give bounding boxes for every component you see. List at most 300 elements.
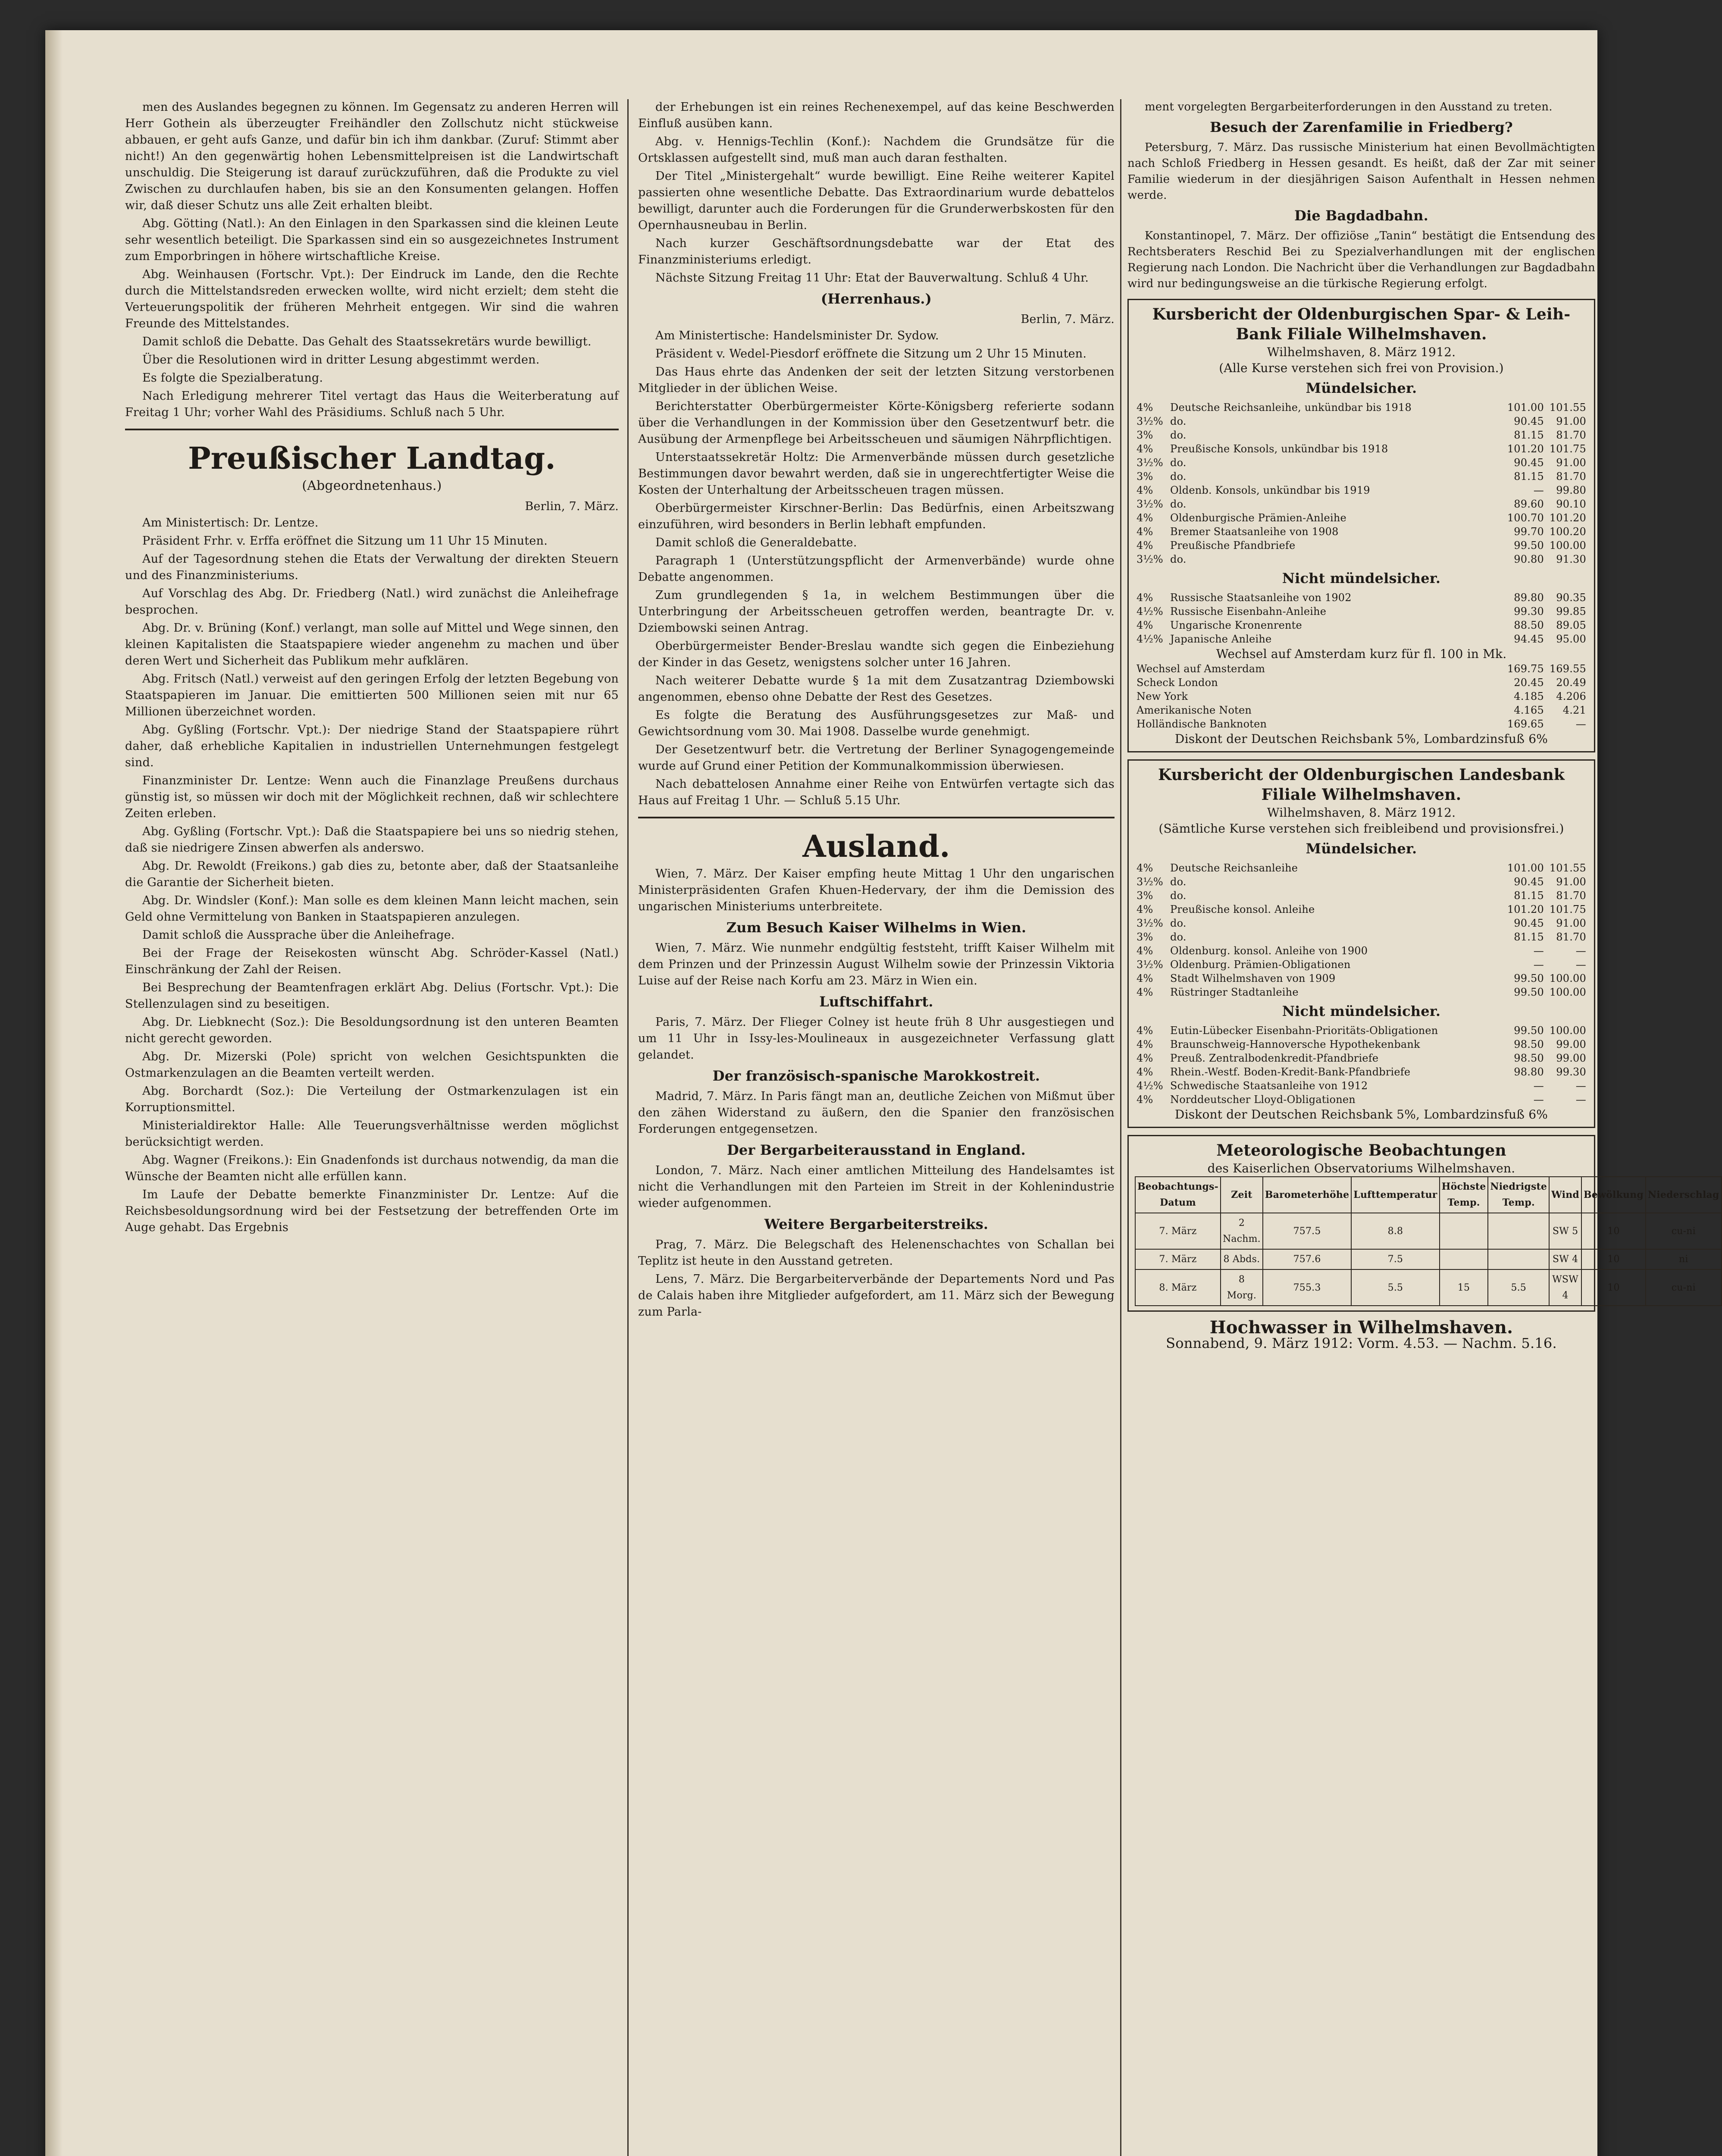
article-text: Abg. Dr. Liebknecht (Soz.): Die Besoldungsordnung ist den unteren Beamten nicht gerecht geworden. — [125, 1015, 619, 1045]
rate-value: 169.75 — [1507, 663, 1544, 675]
weather-cell: 8. März — [1135, 1269, 1221, 1306]
rate-value: — — [1533, 1094, 1544, 1106]
weather-cell: 8 Morg. — [1221, 1269, 1263, 1306]
rate-row — [1135, 1051, 1588, 1065]
rate-security: do. — [1170, 931, 1187, 943]
weather-subtitle: des Kaiserlichen Observatoriums Wilhelmshaven. — [1207, 1161, 1515, 1175]
rate-percent: 3½% — [1137, 415, 1163, 427]
rate-percent: Wechsel auf Amsterdam — [1137, 663, 1265, 675]
rate-security: do. — [1170, 553, 1187, 565]
rate-percent: 3½% — [1137, 457, 1163, 469]
article-text: Abg. Dr. Mizerski (Pole) spricht von welchen Gesichtspunkten die Ostmarkenzulagen an die Beamten verteilt werden. — [125, 1050, 619, 1080]
rate-percent: 3½% — [1137, 876, 1163, 888]
rate-row — [1135, 662, 1588, 676]
rate-row — [1135, 1093, 1588, 1106]
article-text: Wien, 7. März. Wie nunmehr endgültig feststeht, trifft Kaiser Wilhelm mit dem Prinzen und der Prinzessin August Wilhelm sowie der Prinzessin Viktoria Luise auf der Reise nach Korfu am 23. März in Wien ein. — [638, 941, 1115, 987]
rate-value: 94.45 — [1514, 633, 1544, 645]
rate-value: 90.10 — [1556, 498, 1586, 510]
page-fold-shadow — [45, 30, 63, 2156]
rate-percent: 3½% — [1137, 959, 1163, 971]
article-text: Finanzminister Dr. Lentze: Wenn auch die Finanzlage Preußens durchaus günstig ist, so müssen wir doch mit der Möglichkeit rechnen, daß wir schlechtere Zeiten erleben. — [125, 774, 619, 820]
rate-value: 91.00 — [1556, 917, 1586, 929]
exchange-rates-box-2 — [1127, 759, 1595, 1128]
rate-security: Schwedische Staatsanleihe von 1912 — [1170, 1080, 1368, 1092]
article-text: Abg. Götting (Natl.): An den Einlagen in den Sparkassen sind die kleinen Leute sehr wesentlich beteiligt. Die Sparkassen sind ein so ausgezeichnetes Instrument zum Emporbringen in höhere wirtschaftliche Kreise. — [125, 217, 619, 263]
rate-row — [1135, 903, 1588, 916]
box-note: (Alle Kurse verstehen sich frei von Provision.) — [1219, 361, 1504, 375]
rate-security: do. — [1170, 498, 1187, 510]
rate-value: — — [1575, 945, 1586, 957]
article-text: Berichterstatter Oberbürgermeister Körte-Königsberg referierte sodann über die Verhandlungen in der Kommission über den Gesetzentwurf betr. die Ausübung der Armenpflege bei Arbeitsscheuen und säumigen Nährpflichtigen. — [638, 400, 1115, 446]
article-text: Abg. Dr. Rewoldt (Freikons.) gab dies zu, betonte aber, daß der Staatsanleihe die Garantie der Sicherheit bieten. — [125, 859, 619, 889]
rate-row — [1135, 401, 1588, 414]
rate-row — [1135, 552, 1588, 566]
rate-row — [1135, 703, 1588, 717]
rate-percent: 4% — [1137, 592, 1153, 604]
rate-value: 90.45 — [1514, 876, 1544, 888]
rate-value: 4.21 — [1562, 704, 1586, 716]
rate-value: 169.55 — [1549, 663, 1586, 675]
rate-percent: 4% — [1137, 539, 1153, 552]
article-text: Bei Besprechung der Beamtenfragen erklärt Abg. Delius (Fortschr. Vpt.): Die Stellenzulagen sind zu beseitigen. — [125, 981, 619, 1011]
rate-security: do. — [1170, 470, 1187, 483]
discount-note: Diskont der Deutschen Reichsbank 5%, Lombardzinsfuß 6% — [1174, 1107, 1548, 1122]
rate-row — [1135, 875, 1588, 889]
rate-percent: 3% — [1137, 890, 1153, 902]
rate-value: 81.15 — [1514, 890, 1544, 902]
weather-row — [1135, 1213, 1722, 1249]
weather-header: Höchste Temp. — [1440, 1177, 1488, 1213]
exchange-table — [1135, 662, 1588, 731]
weather-cell: 5.5 — [1488, 1269, 1549, 1306]
rate-row — [1135, 930, 1588, 944]
article-text: Abg. Fritsch (Natl.) verweist auf den geringen Erfolg der letzten Begebung von Staatspapieren im Januar. Die emittierten 500 Millionen seien mit nur 65 Millionen überzeichnet worden. — [125, 672, 619, 718]
weather-cell: 5.5 — [1351, 1269, 1439, 1306]
exchange-rates-box-1 — [1127, 299, 1595, 752]
rate-security: Japanische Anleihe — [1170, 633, 1272, 645]
rate-security: do. — [1170, 415, 1187, 427]
column-rule-1 — [627, 99, 629, 2156]
rate-value: 91.00 — [1556, 876, 1586, 888]
rate-row — [1135, 861, 1588, 875]
weather-table — [1135, 1176, 1722, 1306]
rate-value: 81.70 — [1556, 931, 1586, 943]
rate-security: do. — [1170, 917, 1187, 929]
rate-row — [1135, 456, 1588, 470]
rate-security: Braunschweig-Hannoversche Hypothekenbank — [1170, 1038, 1420, 1050]
rate-percent: 3% — [1137, 931, 1153, 943]
box-dateline: Wilhelmshaven, 8. März 1912. — [1267, 805, 1456, 820]
article-text: Ministerialdirektor Halle: Alle Teuerungsverhältnisse werden möglichst berücksichtigt werden. — [125, 1119, 619, 1149]
column-2 — [638, 99, 1115, 2156]
rate-security: do. — [1170, 429, 1187, 441]
discount-note: Diskont der Deutschen Reichsbank 5%, Lombardzinsfuß 6% — [1174, 732, 1548, 746]
article-text: Im Laufe der Debatte bemerkte Finanzminister Dr. Lentze: Auf die Reichsbesoldungsordnung wird bei der Festsetzung der betreffenden Orte im Auge gehabt. Das Ergebnis — [125, 1188, 619, 1234]
article-heading: Weitere Bergarbeiterstreiks. — [764, 1216, 989, 1232]
rate-security: Russische Eisenbahn-Anleihe — [1170, 605, 1327, 617]
rate-security: do. — [1170, 890, 1187, 902]
weather-header-row — [1135, 1177, 1722, 1213]
article-text: Es folgte die Spezialberatung. — [142, 371, 323, 385]
rate-row — [1135, 985, 1588, 999]
rate-value: 101.75 — [1549, 903, 1586, 915]
section-heading: Preußischer Landtag. — [188, 440, 556, 476]
rate-percent: 4% — [1137, 1094, 1153, 1106]
article-heading: Die Bagdadbahn. — [1294, 207, 1428, 224]
group-heading: Nicht mündelsicher. — [1282, 1003, 1441, 1019]
article-text: Damit schloß die Generaldebatte. — [655, 536, 857, 549]
rate-row — [1135, 944, 1588, 958]
rate-percent: 4% — [1137, 619, 1153, 631]
weather-header: Bewölkung — [1581, 1177, 1646, 1213]
column-3-body — [1127, 99, 1719, 2156]
rate-percent: 4% — [1137, 512, 1153, 524]
group-heading: Nicht mündelsicher. — [1282, 570, 1441, 586]
weather-cell — [1440, 1249, 1488, 1269]
rate-row — [1135, 605, 1588, 618]
weather-cell: cu-ni — [1646, 1269, 1722, 1306]
rate-percent: Holländische Banknoten — [1137, 718, 1267, 730]
rate-row — [1135, 958, 1588, 971]
weather-cell: 8.8 — [1351, 1213, 1439, 1249]
weather-header: Beobachtungs-Datum — [1135, 1177, 1221, 1213]
article-text: Abg. Borchardt (Soz.): Die Verteilung der Ostmarkenzulagen ist ein Korruptionsmittel. — [125, 1084, 619, 1114]
rate-row — [1135, 1024, 1588, 1037]
rate-value: 99.30 — [1556, 1066, 1586, 1078]
rate-value: 101.20 — [1507, 443, 1544, 455]
rate-percent: 4% — [1137, 945, 1153, 957]
weather-header: Niederschlag — [1646, 1177, 1722, 1213]
weather-cell: 8 Abds. — [1221, 1249, 1263, 1269]
weather-cell — [1488, 1249, 1549, 1269]
article-text: Das Haus ehrte das Andenken der seit der letzten Sitzung verstorbenen Mitglieder in der üblichen Weise. — [638, 365, 1115, 395]
rates-table — [1135, 1024, 1588, 1106]
rate-value: — — [1575, 1094, 1586, 1106]
rate-percent: 4% — [1137, 526, 1153, 538]
weather-header: Wind — [1549, 1177, 1581, 1213]
rate-value: 99.50 — [1514, 972, 1544, 984]
rate-percent: 3½% — [1137, 498, 1163, 510]
box-note: (Sämtliche Kurse verstehen sich freibleibend und provisionsfrei.) — [1158, 821, 1564, 836]
rate-percent: 3½% — [1137, 917, 1163, 929]
rate-percent: 3% — [1137, 470, 1153, 483]
rate-row — [1135, 916, 1588, 930]
rate-value: 90.45 — [1514, 917, 1544, 929]
rate-security: Bremer Staatsanleihe von 1908 — [1170, 526, 1339, 538]
article-text: Abg. v. Hennigs-Techlin (Konf.): Nachdem die Grundsätze für die Ortsklassen aufgestellt sind, muß man auch daran festhalten. — [638, 135, 1115, 165]
article-text: Prag, 7. März. Die Belegschaft des Helenenschachtes von Schallan bei Teplitz ist heute in den Ausstand getreten. — [638, 1238, 1115, 1268]
weather-cell: 757.6 — [1263, 1249, 1351, 1269]
rate-value: 91.00 — [1556, 415, 1586, 427]
rate-value: 101.55 — [1549, 401, 1586, 414]
weather-cell: 10 — [1581, 1269, 1646, 1306]
column-1 — [125, 99, 619, 2156]
tide-title: Hochwasser in Wilhelmshaven. — [1209, 1317, 1513, 1338]
rate-row — [1135, 539, 1588, 552]
rate-value: 81.70 — [1556, 429, 1586, 441]
rate-row — [1135, 525, 1588, 539]
rate-percent: Scheck London — [1137, 677, 1218, 689]
rate-percent: 4% — [1137, 1038, 1153, 1050]
rate-security: Preußische konsol. Anleihe — [1170, 903, 1315, 915]
article-text: ment vorgelegten Bergarbeiterforderungen in den Ausstand zu treten. — [1145, 100, 1553, 113]
rate-value: 101.20 — [1507, 903, 1544, 915]
rate-row — [1135, 1037, 1588, 1051]
rate-security: Russische Staatsanleihe von 1902 — [1170, 592, 1352, 604]
rates-table — [1135, 591, 1588, 646]
section-divider — [125, 429, 619, 430]
weather-cell: ni — [1646, 1249, 1722, 1269]
weather-cell: 757.5 — [1263, 1213, 1351, 1249]
weather-cell: 10 — [1581, 1249, 1646, 1269]
rate-row — [1135, 497, 1588, 511]
column-rule-2 — [1120, 99, 1121, 2156]
rate-value: 90.80 — [1514, 553, 1544, 565]
article-text: Abg. Dr. v. Brüning (Konf.) verlangt, man solle auf Mittel und Wege sinnen, den kleinen Kapitalisten die Staatspapiere wieder angenehm zu machen und über deren Wert und Sicherheit das Publikum mehr aufklären. — [125, 621, 619, 667]
article-heading: Luftschiffahrt. — [819, 993, 933, 1010]
article-text: Abg. Gyßling (Fortschr. Vpt.): Der niedrige Stand der Staatspapiere rührt daher, daß erhebliche Kapitalien in industriellen Unternehmungen festgelegt sind. — [125, 723, 619, 769]
rate-percent: New York — [1137, 690, 1188, 702]
rate-row — [1135, 442, 1588, 456]
rate-value: 98.50 — [1514, 1038, 1544, 1050]
rate-value: 90.35 — [1556, 592, 1586, 604]
rate-row — [1135, 717, 1588, 731]
rate-row — [1135, 1079, 1588, 1093]
rate-value: — — [1575, 1080, 1586, 1092]
rate-security: Norddeutscher Lloyd-Obligationen — [1170, 1094, 1356, 1106]
rate-percent: 4% — [1137, 1025, 1153, 1037]
rate-percent: 4½% — [1137, 633, 1163, 645]
article-text: Am Ministertisch: Dr. Lentze. — [142, 516, 319, 530]
article-text: Abg. Gyßling (Fortschr. Vpt.): Daß die Staatspapiere bei uns so niedrig stehen, daß sie niedrigere Zinsen abwerfen als anderswo. — [125, 825, 619, 855]
rate-row — [1135, 470, 1588, 483]
weather-cell: cu-ni — [1646, 1213, 1722, 1249]
article-heading: Der Bergarbeiterausstand in England. — [726, 1142, 1026, 1158]
rate-value: 101.75 — [1549, 443, 1586, 455]
rate-percent: 4% — [1137, 903, 1153, 915]
exchange-title: Wechsel auf Amsterdam kurz für fl. 100 in Mk. — [1216, 647, 1507, 661]
article-text: London, 7. März. Nach einer amtlichen Mitteilung des Handelsamtes ist nicht die Verhandlungen mit den Parteien im Streit in der Kohlenindustrie wieder aufgenommen. — [638, 1164, 1115, 1210]
weather-cell: 755.3 — [1263, 1269, 1351, 1306]
rate-value: 99.50 — [1514, 986, 1544, 998]
article-text: der Erhebungen ist ein reines Rechenexempel, auf das keine Beschwerden Einfluß ausüben kann. — [638, 100, 1115, 130]
column-2-body — [638, 99, 1115, 2156]
rate-value: 81.70 — [1556, 890, 1586, 902]
rate-security: Oldenburg. konsol. Anleihe von 1900 — [1170, 945, 1368, 957]
weather-cell: 2 Nachm. — [1221, 1213, 1263, 1249]
rate-security: Preußische Pfandbriefe — [1170, 539, 1296, 552]
rate-percent: 4% — [1137, 1066, 1153, 1078]
article-text: Oberbürgermeister Bender-Breslau wandte sich gegen die Einbeziehung der Kinder in das Gesetz, wenigstens solcher unter 16 Jahren. — [638, 639, 1115, 669]
rate-percent: 4% — [1137, 443, 1153, 455]
rate-security: Eutin-Lübecker Eisenbahn-Prioritäts-Obligationen — [1170, 1025, 1438, 1037]
article-text: Abg. Dr. Windsler (Konf.): Man solle es dem kleinen Mann leicht machen, sein Geld ohne Vermittelung von Banken in Staatspapieren anzulegen. — [125, 894, 619, 924]
article-text: Wien, 7. März. Der Kaiser empfing heute Mittag 1 Uhr den ungarischen Ministerpräsidenten Grafen Khuen-Hedervary, der ihm die Demission des ungarischen Ministeriums unterbreitete. — [638, 867, 1115, 913]
weather-row — [1135, 1269, 1722, 1306]
tide-text: Sonnabend, 9. März 1912: Vorm. 4.53. — Nachm. 5.16. — [1166, 1335, 1557, 1351]
section-subheading: (Abgeordnetenhaus.) — [302, 478, 442, 493]
weather-cell: SW 5 — [1549, 1213, 1581, 1249]
rates-table — [1135, 401, 1588, 566]
rate-security: Oldenburg. Prämien-Obligationen — [1170, 959, 1351, 971]
article-text: Paragraph 1 (Unterstützungspflicht der Armenverbände) wurde ohne Debatte angenommen. — [638, 554, 1115, 584]
rate-percent: 4½% — [1137, 1080, 1163, 1092]
article-text: Oberbürgermeister Kirschner-Berlin: Das Bedürfnis, einen Arbeitszwang einzuführen, wird besonders in Berlin lebhaft empfunden. — [638, 501, 1115, 531]
article-text: Nach kurzer Geschäftsordnungsdebatte war der Etat des Finanzministeriums erledigt. — [638, 237, 1115, 266]
weather-cell: 7. März — [1135, 1249, 1221, 1269]
article-text: Der Titel „Ministergehalt“ wurde bewilligt. Eine Reihe weiterer Kapitel passierten ohne wesentliche Debatte. Das Extraordinarium wurde debattelos bewilligt, darunter auch die Forderungen für die Grunderwerbskosten für den Opernhausneubau in Berlin. — [638, 169, 1115, 232]
rate-value: 99.80 — [1556, 484, 1586, 496]
section-subheading: (Herrenhaus.) — [820, 291, 932, 307]
rate-value: 91.30 — [1556, 553, 1586, 565]
article-text: Abg. Wagner (Freikons.): Ein Gnadenfonds ist durchaus notwendig, da man die Wünsche der Beamten nicht alle erfüllen kann. — [125, 1153, 619, 1183]
rate-row — [1135, 428, 1588, 442]
weather-header: Niedrigste Temp. — [1488, 1177, 1549, 1213]
rates-table — [1135, 861, 1588, 999]
rate-security: do. — [1170, 876, 1187, 888]
box-title: Kursbericht der Oldenburgischen Spar- & Leih-Bank Filiale Wilhelmshaven. — [1152, 305, 1571, 343]
rate-value: 99.50 — [1514, 1025, 1544, 1037]
rate-value: 100.70 — [1507, 512, 1544, 524]
weather-cell — [1440, 1213, 1488, 1249]
rate-value: 100.00 — [1549, 1025, 1586, 1037]
rate-value: 99.50 — [1514, 539, 1544, 552]
rate-percent: 4½% — [1137, 605, 1163, 617]
article-text: men des Auslandes begegnen zu können. Im Gegensatz zu anderen Herren will Herr Gothein als überzeugter Freihändler den Zollschutz nicht stückweise abbauen, er geht aufs Ganze, und dafür bin ich ihm dankbar. (Zuruf: Stimmt aber nicht!) An den gegenwärtig hohen Lebensmittelpreisen ist die Landwirtschaft unschuldig. Die Steigerung ist darauf zurückzuführen, daß die Produkte zu viel Zwischen zu durchlaufen haben, bis sie an den Konsumenten gelangen. Hoffen wir, daß dieser Schutz uns alle Zeit erhalten bleibt. — [125, 100, 619, 212]
weather-cell: 10 — [1581, 1213, 1646, 1249]
rate-row — [1135, 591, 1588, 605]
rate-value: 81.15 — [1514, 470, 1544, 483]
rate-value: 81.15 — [1514, 429, 1544, 441]
article-text: Am Ministertische: Handelsminister Dr. Sydow. — [655, 329, 939, 342]
article-text: Auf Vorschlag des Abg. Dr. Friedberg (Natl.) wird zunächst die Anleihefrage besprochen. — [125, 587, 619, 617]
rate-percent: 4% — [1137, 986, 1153, 998]
article-heading: Der französisch-spanische Marokkostreit. — [712, 1068, 1040, 1084]
article-text: Über die Resolutionen wird in dritter Lesung abgestimmt werden. — [142, 353, 540, 367]
weather-header: Zeit — [1221, 1177, 1263, 1213]
article-text: Nach debattelosen Annahme einer Reihe von Entwürfen vertagte sich das Haus auf Freitag 1 Uhr. — Schluß 5.15 Uhr. — [638, 777, 1115, 807]
rate-row — [1135, 414, 1588, 428]
rate-value: 100.20 — [1549, 526, 1586, 538]
weather-cell: 7. März — [1135, 1213, 1221, 1249]
article-text: Auf der Tagesordnung stehen die Etats der Verwaltung der direkten Steuern und des Finanzministeriums. — [125, 552, 619, 582]
rate-value: — — [1575, 718, 1586, 730]
weather-title: Meteorologische Beobachtungen — [1216, 1141, 1506, 1159]
weather-cell — [1488, 1213, 1549, 1249]
rate-row — [1135, 971, 1588, 985]
rate-value: 100.00 — [1549, 972, 1586, 984]
dateline: Berlin, 7. März. — [525, 500, 619, 513]
rate-value: 99.00 — [1556, 1038, 1586, 1050]
weather-cell: 15 — [1440, 1269, 1488, 1306]
box-dateline: Wilhelmshaven, 8. März 1912. — [1267, 345, 1456, 359]
rate-value: — — [1533, 945, 1544, 957]
group-heading: Mündelsicher. — [1306, 380, 1417, 396]
rate-value: 101.00 — [1507, 862, 1544, 874]
rate-percent: 4% — [1137, 972, 1153, 984]
group-heading: Mündelsicher. — [1306, 840, 1417, 857]
rate-value: 20.49 — [1556, 677, 1586, 689]
rate-value: — — [1533, 484, 1544, 496]
article-text: Es folgte die Beratung des Ausführungsgesetzes zur Maß- und Gewichtsordnung vom 30. Mai 1908. Dasselbe wurde genehmigt. — [638, 708, 1115, 738]
rate-value: 101.55 — [1549, 862, 1586, 874]
article-text: Unterstaatssekretär Holtz: Die Armenverbände müssen durch gesetzliche Bestimmungen davor bewahrt werden, daß sie in ungerechtfertigter Weise die Kosten der Unterhaltung der Arbeitsscheuen tragen müssen. — [638, 451, 1115, 497]
article-text: Nach Erledigung mehrerer Titel vertagt das Haus die Weiterberatung auf Freitag 1 Uhr; vorher Wahl des Präsidiums. Schluß nach 5 Uhr. — [125, 389, 619, 419]
rate-value: 4.206 — [1556, 690, 1586, 702]
article-text: Abg. Weinhausen (Fortschr. Vpt.): Der Eindruck im Lande, den die Rechte durch die Mittelstandsreden erwecken wollte, wird nicht erzielt; dem steht die Verteuerungspolitik der früheren Mehrheit entgegen. Wir sind die wahren Freunde des Mittelstandes. — [125, 268, 619, 330]
rate-value: 4.165 — [1514, 704, 1544, 716]
rate-value: — — [1533, 959, 1544, 971]
rate-value: 98.50 — [1514, 1052, 1544, 1064]
article-text: Der Gesetzentwurf betr. die Vertretung der Berliner Synagogengemeinde wurde auf Grund einer Petition der Kommunalkommission überwiesen. — [638, 743, 1115, 773]
rate-security: Stadt Wilhelmshaven von 1909 — [1170, 972, 1336, 984]
box-title: Kursbericht der Oldenburgischen Landesbank Filiale Wilhelmshaven. — [1158, 766, 1565, 804]
dateline: Berlin, 7. März. — [1021, 313, 1115, 326]
rate-value: — — [1533, 1080, 1544, 1092]
rate-percent: Amerikanische Noten — [1137, 704, 1252, 716]
rate-value: 99.00 — [1556, 1052, 1586, 1064]
rate-row — [1135, 1065, 1588, 1079]
rate-value: 4.185 — [1514, 690, 1544, 702]
article-text: Petersburg, 7. März. Das russische Ministerium hat einen Bevollmächtigten nach Schloß Friedberg in Hessen gesandt. Es heißt, daß der Zar mit seiner Familie wiederum in der diesjährigen Saison Aufenthalt in Hessen nehmen werde. — [1127, 141, 1595, 202]
rate-security: Rüstringer Stadtanleihe — [1170, 986, 1299, 998]
rate-value: 81.70 — [1556, 470, 1586, 483]
rate-value: 98.80 — [1514, 1066, 1544, 1078]
weather-cell: 7.5 — [1351, 1249, 1439, 1269]
rate-security: Preußische Konsols, unkündbar bis 1918 — [1170, 443, 1388, 455]
article-text: Nach weiterer Debatte wurde § 1a mit dem Zusatzantrag Dziembowski angenommen, ebenso ohne Debatte der Rest des Gesetzes. — [638, 674, 1115, 704]
rate-percent: 4% — [1137, 1052, 1153, 1064]
article-text: Lens, 7. März. Die Bergarbeiterverbände der Departements Nord und Pas de Calais haben ihre Mitglieder aufgefordert, am 11. März sich der Bewegung zum Parla- — [638, 1272, 1115, 1319]
rate-value: 81.15 — [1514, 931, 1544, 943]
article-text: Präsident v. Wedel-Piesdorf eröffnete die Sitzung um 2 Uhr 15 Minuten. — [655, 347, 1087, 360]
rate-row — [1135, 689, 1588, 703]
rate-value: 90.45 — [1514, 415, 1544, 427]
section-heading: Ausland. — [802, 828, 950, 864]
rate-value: 88.50 — [1514, 619, 1544, 631]
rate-percent: 3% — [1137, 429, 1153, 441]
weather-row — [1135, 1249, 1722, 1269]
rate-row — [1135, 632, 1588, 646]
rate-value: 99.85 — [1556, 605, 1586, 617]
rate-percent: 3½% — [1137, 553, 1163, 565]
article-heading: Zum Besuch Kaiser Wilhelms in Wien. — [726, 919, 1027, 936]
rate-value: 99.30 — [1514, 605, 1544, 617]
rate-security: Oldenb. Konsols, unkündbar bis 1919 — [1170, 484, 1370, 496]
rate-row — [1135, 676, 1588, 689]
article-text: Zum grundlegenden § 1a, in welchem Bestimmungen über die Unterbringung der Arbeitsscheuen getroffen werden, beantragte Dr. v. Dziembowski seinen Antrag. — [638, 589, 1115, 635]
rate-value: 101.20 — [1549, 512, 1586, 524]
rate-percent: 4% — [1137, 862, 1153, 874]
rate-value: 99.70 — [1514, 526, 1544, 538]
rate-row — [1135, 889, 1588, 903]
weather-header: Lufttemperatur — [1351, 1177, 1439, 1213]
weather-cell: SW 4 — [1549, 1249, 1581, 1269]
rate-row — [1135, 618, 1588, 632]
article-text: Madrid, 7. März. In Paris fängt man an, deutliche Zeichen von Mißmut über den zähen Widerstand zu äußern, den die Spanier den französischen Forderungen entgegensetzen. — [638, 1090, 1115, 1136]
rate-value: 91.00 — [1556, 457, 1586, 469]
article-text: Damit schloß die Aussprache über die Anleihefrage. — [142, 928, 455, 942]
rate-value: 89.80 — [1514, 592, 1544, 604]
rate-value: 90.45 — [1514, 457, 1544, 469]
rate-value: 101.00 — [1507, 401, 1544, 414]
rate-security: Rhein.-Westf. Boden-Kredit-Bank-Pfandbriefe — [1170, 1066, 1411, 1078]
rate-security: Oldenburgische Prämien-Anleihe — [1170, 512, 1346, 524]
article-heading: Besuch der Zarenfamilie in Friedberg? — [1210, 119, 1513, 135]
rate-security: Deutsche Reichsanleihe, unkündbar bis 1918 — [1170, 401, 1412, 414]
rate-percent: 4% — [1137, 401, 1153, 414]
rate-value: 89.05 — [1556, 619, 1586, 631]
